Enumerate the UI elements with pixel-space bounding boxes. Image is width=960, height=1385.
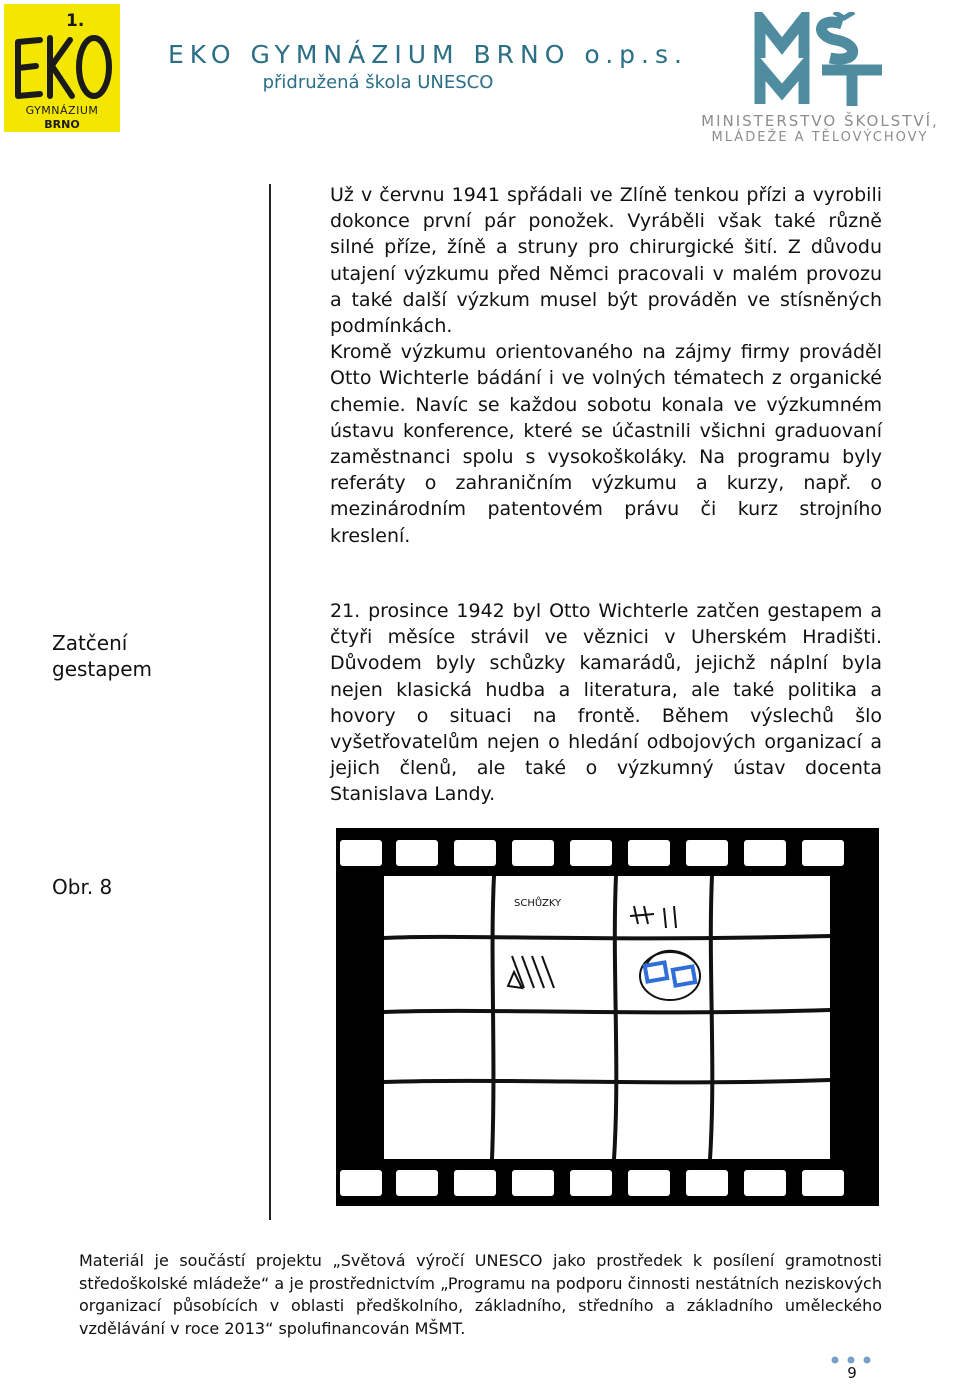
footer-text: Materiál je součástí projektu „Světová výročí UNESCO jako prostředek k posílení gramotnosti středoškolské mládeže“ a je prostřednictvím „Programu na podporu činnosti nestátních neziskových organizací působících v oblasti předškolního, základního, středního a základního uměleckého vzdělávání v roce 2013“ spolufinancován MŠMT. (79, 1251, 882, 1338)
ministry-line1: MINISTERSTVO ŠKOLSTVÍ, (701, 112, 939, 130)
svg-text:1.: 1. (66, 11, 85, 31)
msmt-logo-icon (752, 12, 892, 108)
film-strip-figure (336, 828, 879, 1206)
svg-text:BRNO: BRNO (44, 118, 80, 131)
sketch-text: SCHŮZKY (514, 898, 562, 909)
eko-logo-icon (4, 4, 120, 132)
page-number: 9 (847, 1364, 857, 1382)
paragraph-arrest (330, 598, 882, 808)
side-note-arrest: Zatčení gestapem (52, 631, 152, 681)
msmt-logo (684, 12, 956, 146)
margin-divider (269, 184, 271, 1220)
prison-sketch (384, 876, 830, 1159)
prison-window-sketch-icon (384, 876, 830, 1159)
figure-label: Obr. 8 (52, 875, 113, 899)
eko-gymnazium-logo (4, 4, 120, 132)
svg-text:GYMNÁZIUM: GYMNÁZIUM (25, 104, 99, 117)
school-subtitle: přidružená škola UNESCO (262, 72, 494, 93)
paragraph-3: 21. prosince 1942 byl Otto Wichterle zatčen gestapem a čtyři měsíce strávil ve věznici v Uherském Hradišti. Důvodem byly schůzky kamarádů, jejichž náplní byla nejen klasická hudba a literatura, ale také politika a hovory o situaci na frontě. Během výslechů šlo vyšetřovatelům nejen o hledání odbojových organizací a jejich členů, ale také o výzkumný ústav docenta Stanislava Landy. (330, 600, 882, 806)
school-name: EKO GYMNÁZIUM BRNO o.p.s. (168, 40, 688, 69)
ministry-line2: MLÁDEŽE A TĚLOVÝCHOVY (711, 130, 929, 145)
paragraph-research (330, 182, 882, 549)
paragraph-1: Už v červnu 1941 spřádali ve Zlíně tenkou přízi a vyrobili dokonce první pár ponožek. Vyráběli však také různě silné příze, žíně a struny pro chirurgické šití. Z důvodu utajení výzkumu před Němci pracovali v malém provozu a také další výzkum musel být prováděn ve stísněných podmínkách. (330, 184, 882, 338)
paragraph-2: Kromě výzkumu orientovaného na zájmy firmy prováděl Otto Wichterle bádání i ve volných tématech z organické chemie. Navíc se každou sobotu konala ve výzkumném ústavu konference, které se účastnili všichni graduovaní zaměstnanci spolu s vysokoškoláky. Na programu byly referáty o zahraničním výzkumu a kurzy, např. o mezinárodním patentovém právu či kurz strojního kreslení. (330, 341, 882, 547)
